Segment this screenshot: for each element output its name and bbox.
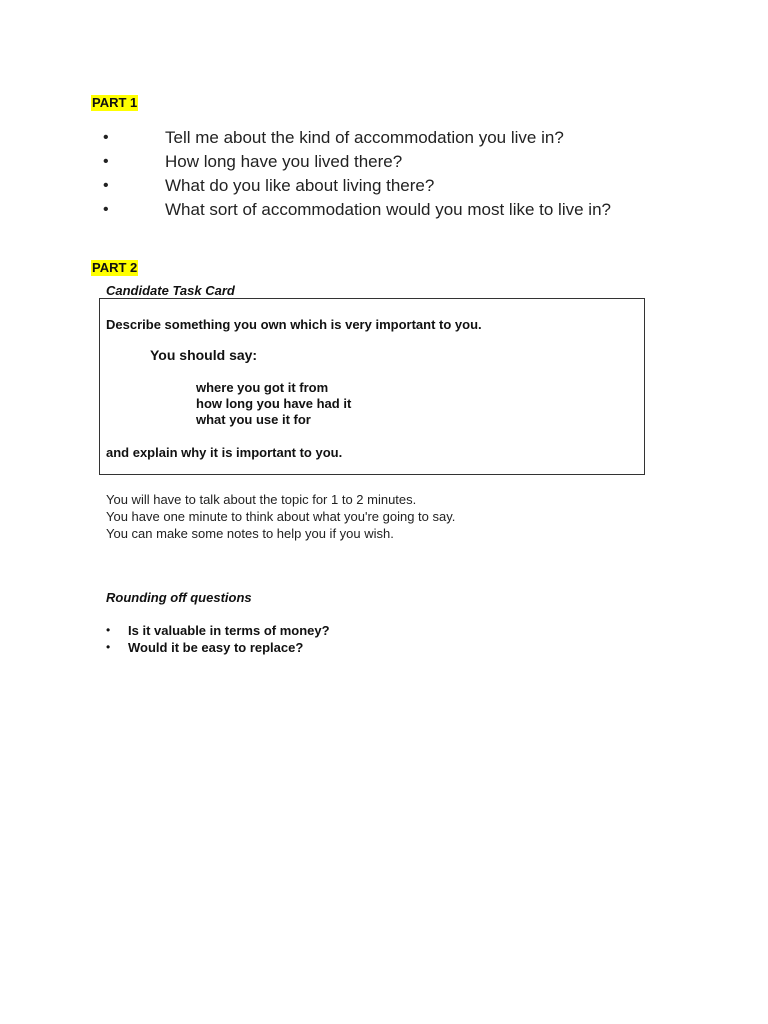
bullet-icon: • xyxy=(106,640,111,654)
part1-question: What do you like about living there? xyxy=(165,176,435,195)
part1-heading: PART 1 xyxy=(92,95,138,110)
task-card-caption: Candidate Task Card xyxy=(106,283,235,298)
part2-heading: PART 2 xyxy=(92,260,138,275)
bullet-icon: • xyxy=(103,177,109,194)
bullet-icon: • xyxy=(103,129,109,146)
rounding-off-question: Is it valuable in terms of money? xyxy=(128,623,330,638)
bullet-icon: • xyxy=(103,201,109,218)
task-card-prompt: Describe something you own which is very important to you. xyxy=(106,317,482,332)
task-card-point: where you got it from xyxy=(196,380,329,395)
part1-question: Tell me about the kind of accommodation you live in? xyxy=(165,128,564,147)
rounding-off-title: Rounding off questions xyxy=(106,590,252,605)
instruction-line: You have one minute to think about what you're going to say. xyxy=(106,509,456,524)
candidate-instructions xyxy=(106,491,455,542)
instruction-line: You will have to talk about the topic for 1 to 2 minutes. xyxy=(106,492,417,507)
task-card-point: what you use it for xyxy=(196,412,311,427)
bullet-icon: • xyxy=(106,623,111,637)
task-card-should-say: You should say: xyxy=(150,347,258,363)
part1-question: What sort of accommodation would you most like to live in? xyxy=(165,200,611,219)
task-card-explain: and explain why it is important to you. xyxy=(106,445,343,460)
task-card-point: how long you have had it xyxy=(196,396,352,411)
task-card xyxy=(99,298,645,475)
rounding-off-question: Would it be easy to replace? xyxy=(128,640,304,655)
bullet-icon: • xyxy=(103,153,109,170)
part1-question: How long have you lived there? xyxy=(165,152,403,171)
instruction-line: You can make some notes to help you if you wish. xyxy=(106,526,394,541)
